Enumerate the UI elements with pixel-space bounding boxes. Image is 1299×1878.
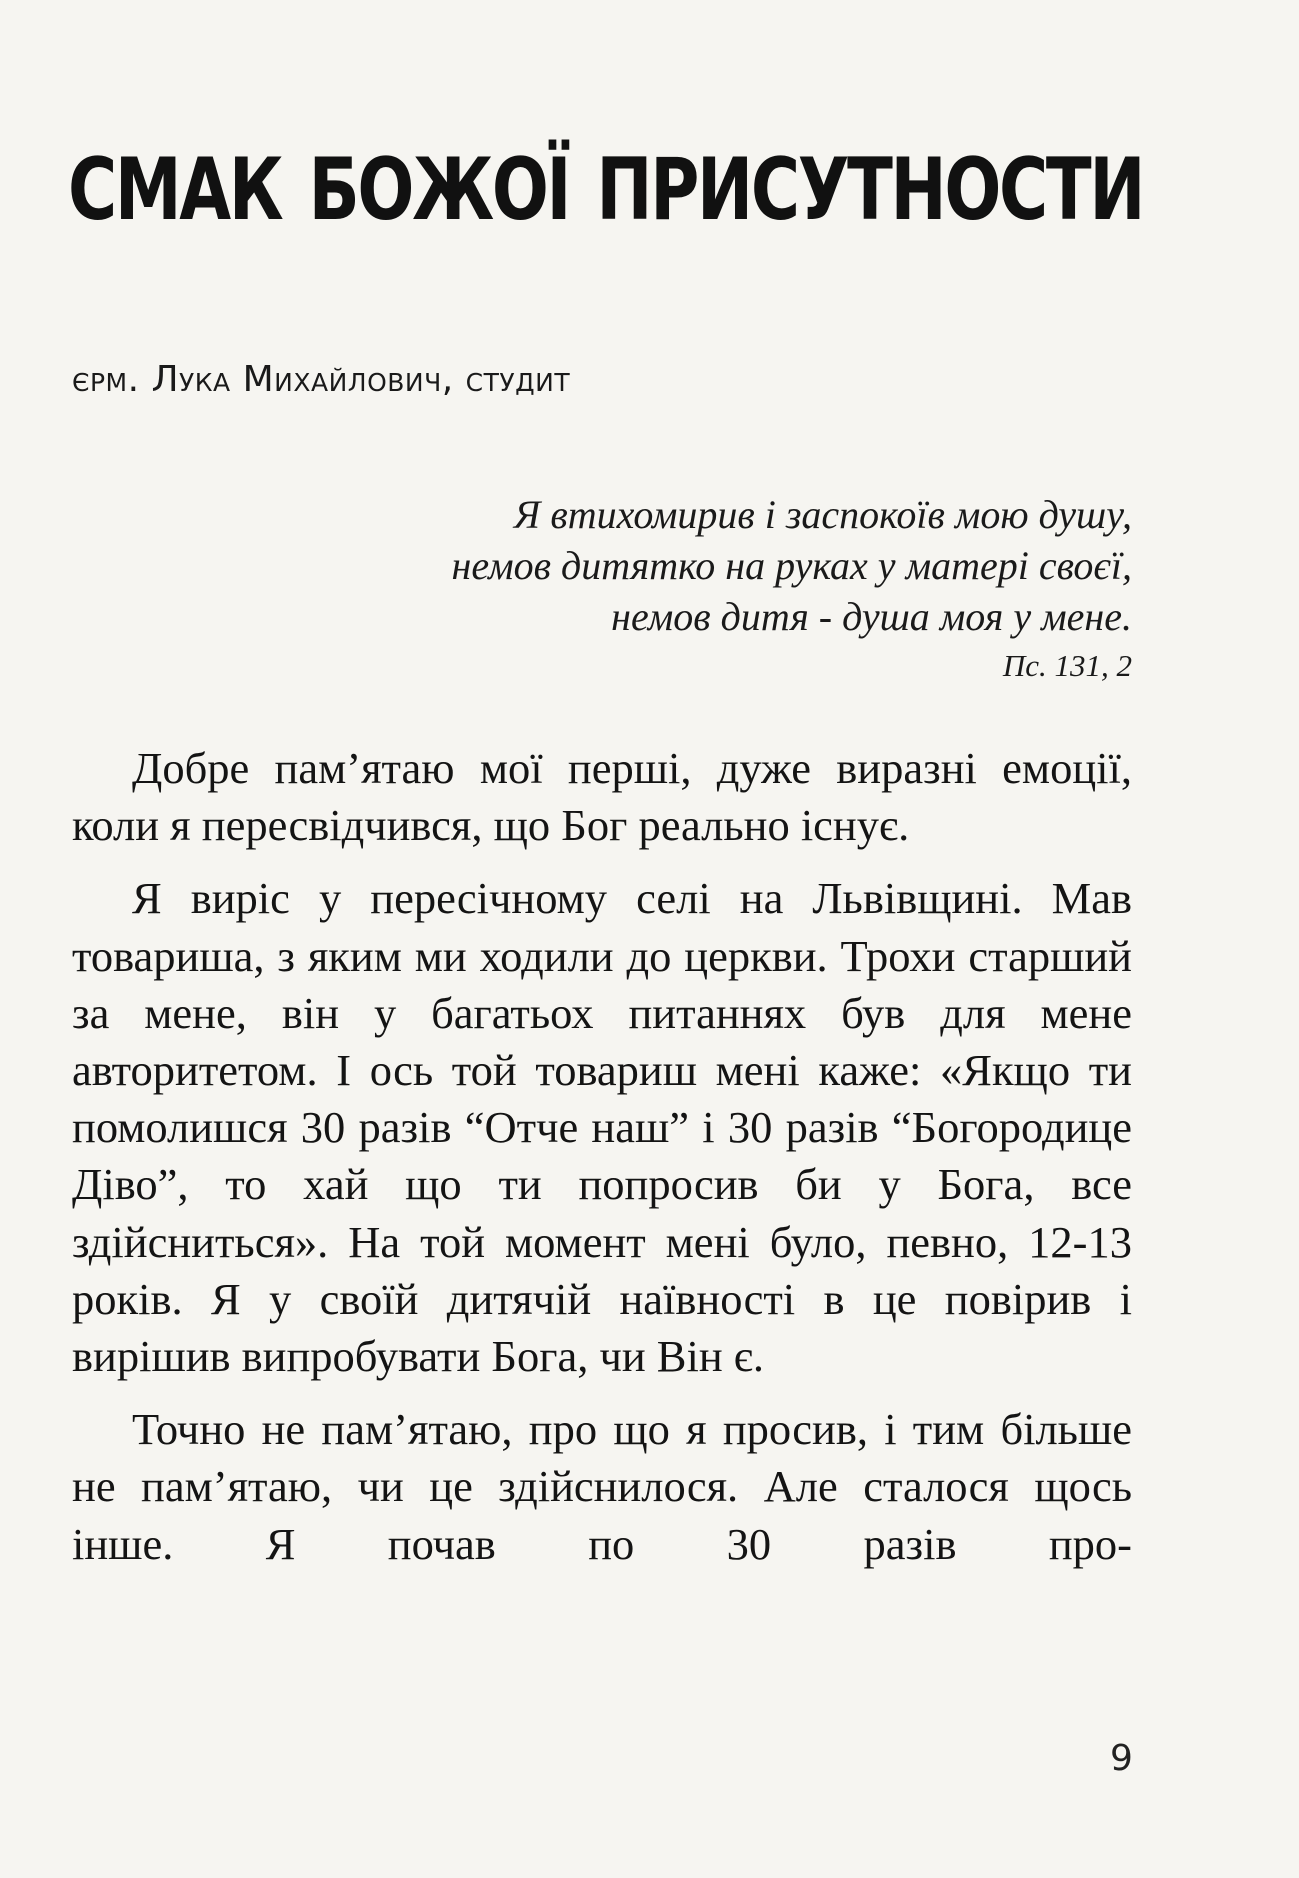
author-name: єрм. Лука Михайлович, студит <box>72 359 571 400</box>
epigraph-line: немов дитя - душа моя у мене. <box>611 594 1132 639</box>
body-text <box>72 740 1132 1589</box>
epigraph-reference: Пс. 131, 2 <box>1002 648 1132 683</box>
paragraph: Добре пам’ятаю мої перші, дуже виразні емоції, коли я пересвідчився, що Бог реально існує. <box>72 743 1132 851</box>
paragraph: Точно не пам’ятаю, про що я просив, і тим більше не пам’ятаю, чи це здійснилося. Але сталося щось інше. Я почав по 30 разів про- <box>72 1404 1132 1569</box>
epigraph-line: немов дитятко на руках у матері своєї, <box>451 543 1132 588</box>
page-number: 9 <box>1110 1738 1133 1779</box>
chapter-author <box>72 358 570 402</box>
chapter-title: СМАК БОЖОЇ ПРИСУТНОСТИ <box>68 140 1144 240</box>
epigraph-line: Я втихомирив і заспокоїв мою душу, <box>514 492 1132 537</box>
paragraph: Я виріс у пересічному селі на Львівщині. Мав товариша, з яким ми ходили до церкви. Трохи старший за мене, він у багатьох питаннях був для мене авторитетом. І ось той товариш мені каже: «Якщо ти помолишся 30 разів “Отче наш” і 30 разів “Богородице Діво”, то хай що ти попросив би у Бога, все здійсниться». На той момент мені було, певно, 12-13 років. Я у своїй дитячій наївності в це повірив і вирішив випробувати Бога, чи Він є. <box>72 873 1132 1382</box>
epigraph <box>232 489 1132 688</box>
